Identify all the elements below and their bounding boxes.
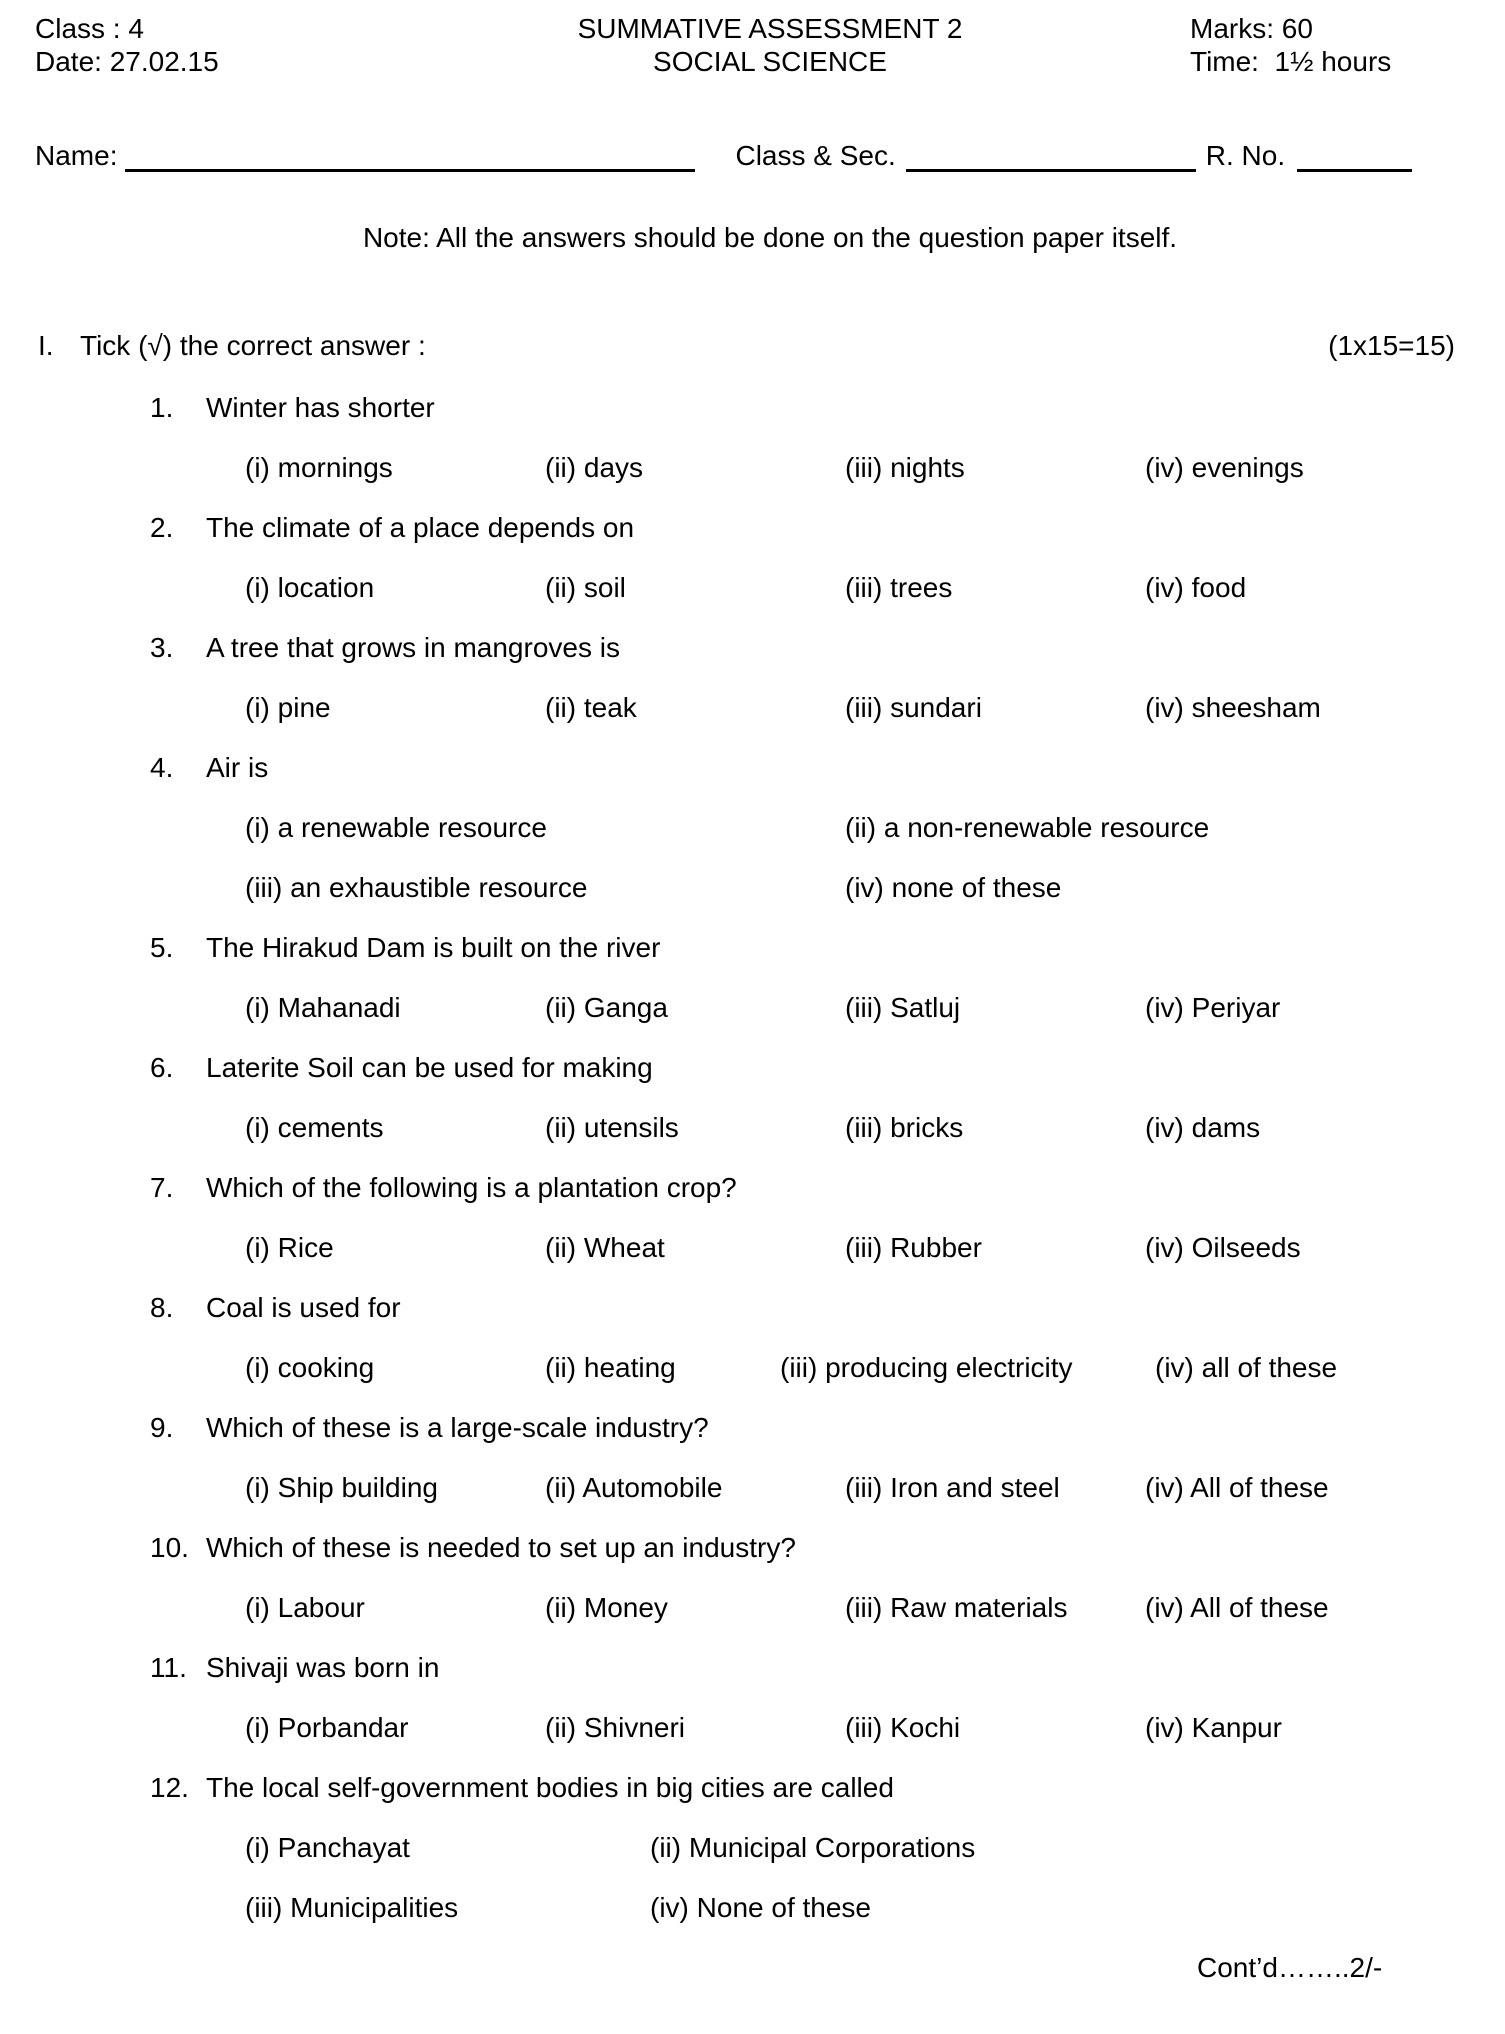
- options-row: [0, 1592, 1505, 1652]
- option: (i) Rice: [245, 1232, 334, 1263]
- options-row: [0, 872, 1505, 932]
- name-underline: [125, 159, 695, 172]
- option: (i) Porbandar: [245, 1712, 409, 1743]
- option: (i) cooking: [245, 1352, 375, 1383]
- question-row: [0, 392, 1505, 452]
- question-text: Which of the following is a plantation crop?: [206, 1172, 737, 1203]
- question-text: The local self-government bodies in big cities are called: [206, 1772, 894, 1803]
- question-number: 2.: [150, 512, 174, 543]
- options-row: [0, 452, 1505, 512]
- option: (iv) sheesham: [1145, 692, 1321, 723]
- question-number: 12.: [150, 1772, 189, 1803]
- option: (iii) producing electricity: [780, 1352, 1073, 1383]
- option: (iv) All of these: [1145, 1592, 1329, 1623]
- option: (iv) Periyar: [1145, 992, 1281, 1023]
- section-marks: (1x15=15): [1328, 330, 1455, 361]
- subject-title: SOCIAL SCIENCE: [653, 46, 887, 77]
- question-row: [0, 752, 1505, 812]
- option: (ii) a non-renewable resource: [845, 812, 1210, 843]
- question-row: [0, 1412, 1505, 1472]
- options-row: [0, 1232, 1505, 1292]
- option: (iv) Oilseeds: [1145, 1232, 1301, 1263]
- question-number: 7.: [150, 1172, 174, 1203]
- question-row: [0, 632, 1505, 692]
- question-number: 4.: [150, 752, 174, 783]
- option: (i) Panchayat: [245, 1832, 410, 1863]
- question-row: [0, 1172, 1505, 1232]
- marks-label: Marks: 60: [1190, 13, 1313, 44]
- option: (iv) dams: [1145, 1112, 1261, 1143]
- options-row: [0, 1832, 1505, 1892]
- options-row: [0, 1472, 1505, 1532]
- rno-label: R. No.: [1205, 140, 1286, 171]
- option: (iii) Satluj: [845, 992, 961, 1023]
- option: (iii) trees: [845, 572, 953, 603]
- question-number: 11.: [150, 1652, 187, 1683]
- option: (ii) Money: [545, 1592, 668, 1623]
- class-sec-label: Class & Sec.: [735, 140, 896, 171]
- question-number: 9.: [150, 1412, 174, 1443]
- question-number: 1.: [150, 392, 174, 423]
- option: (i) Mahanadi: [245, 992, 401, 1023]
- option: (iii) Kochi: [845, 1712, 961, 1743]
- option: (iii) Raw materials: [845, 1592, 1068, 1623]
- option: (i) location: [245, 572, 375, 603]
- option: (iv) evenings: [1145, 452, 1304, 483]
- option: (ii) Municipal Corporations: [650, 1832, 976, 1863]
- option: (iv) All of these: [1145, 1472, 1329, 1503]
- question-text: Air is: [206, 752, 269, 783]
- option: (iii) nights: [845, 452, 965, 483]
- question-row: [0, 512, 1505, 572]
- question-number: 8.: [150, 1292, 174, 1323]
- option: (ii) soil: [545, 572, 626, 603]
- options-row: [0, 1712, 1505, 1772]
- option: (ii) Automobile: [545, 1472, 723, 1503]
- question-text: Shivaji was born in: [206, 1652, 440, 1683]
- section-instruction: Tick (√) the correct answer :: [80, 330, 426, 361]
- option: (iv) Kanpur: [1145, 1712, 1282, 1743]
- name-label: Name:: [35, 140, 118, 171]
- student-info-row: [35, 126, 1460, 172]
- section-numeral: I.: [38, 330, 54, 361]
- question-number: 6.: [150, 1052, 174, 1083]
- option: (iv) food: [1145, 572, 1247, 603]
- option: (iii) sundari: [845, 692, 982, 723]
- class-label: Class : 4: [35, 13, 144, 44]
- option: (iv) all of these: [1155, 1352, 1338, 1383]
- option: (i) Ship building: [245, 1472, 438, 1503]
- option: (i) pine: [245, 692, 331, 723]
- options-row: [0, 1892, 1505, 1952]
- question-text: Coal is used for: [206, 1292, 401, 1323]
- time-label: Time: 1½ hours: [1190, 46, 1392, 77]
- question-text: Laterite Soil can be used for making: [206, 1052, 653, 1083]
- header-right: [1190, 12, 1391, 78]
- options-row: [0, 572, 1505, 632]
- question-text: The Hirakud Dam is built on the river: [206, 932, 661, 963]
- question-text: The climate of a place depends on: [206, 512, 635, 543]
- options-row: [0, 1112, 1505, 1172]
- option: (ii) days: [545, 452, 644, 483]
- option: (iii) Iron and steel: [845, 1472, 1060, 1503]
- option: (i) cements: [245, 1112, 384, 1143]
- option: (ii) teak: [545, 692, 637, 723]
- question-number: 3.: [150, 632, 174, 663]
- question-row: [0, 1052, 1505, 1112]
- option: (i) mornings: [245, 452, 393, 483]
- question-row: [0, 1532, 1505, 1592]
- question-text: Which of these is needed to set up an industry?: [206, 1532, 796, 1563]
- exam-title: SUMMATIVE ASSESSMENT 2: [577, 13, 963, 44]
- option: (ii) utensils: [545, 1112, 679, 1143]
- options-row: [0, 992, 1505, 1052]
- options-row: [0, 692, 1505, 752]
- option: (ii) Ganga: [545, 992, 668, 1023]
- option: (iv) none of these: [845, 872, 1062, 903]
- question-row: [0, 932, 1505, 992]
- note-text: Note: All the answers should be done on the question paper itself.: [362, 222, 1178, 253]
- option: (iv) None of these: [650, 1892, 871, 1923]
- question-row: [0, 1292, 1505, 1352]
- question-text: Which of these is a large-scale industry?: [206, 1412, 709, 1443]
- option: (i) a renewable resource: [245, 812, 547, 843]
- option: (iii) Rubber: [845, 1232, 982, 1263]
- question-number: 10.: [150, 1532, 189, 1563]
- date-label: Date: 27.02.15: [35, 46, 219, 77]
- option: (ii) Wheat: [545, 1232, 665, 1263]
- class-sec-underline: [906, 159, 1196, 172]
- options-row: [0, 1352, 1505, 1412]
- section-heading: [0, 330, 1505, 370]
- questions-list: [0, 392, 1505, 1952]
- option: (i) Labour: [245, 1592, 365, 1623]
- question-number: 5.: [150, 932, 174, 963]
- option: (iii) bricks: [845, 1112, 964, 1143]
- rno-underline: [1297, 159, 1412, 172]
- question-row: [0, 1772, 1505, 1832]
- option: (ii) heating: [545, 1352, 676, 1383]
- option: (iii) Municipalities: [245, 1892, 459, 1923]
- options-row: [0, 812, 1505, 872]
- question-row: [0, 1652, 1505, 1712]
- question-text: Winter has shorter: [206, 392, 435, 423]
- option: (iii) an exhaustible resource: [245, 872, 588, 903]
- question-text: A tree that grows in mangroves is: [206, 632, 620, 663]
- contd-label: Cont’d……..2/-: [1197, 1952, 1383, 1983]
- option: (ii) Shivneri: [545, 1712, 686, 1743]
